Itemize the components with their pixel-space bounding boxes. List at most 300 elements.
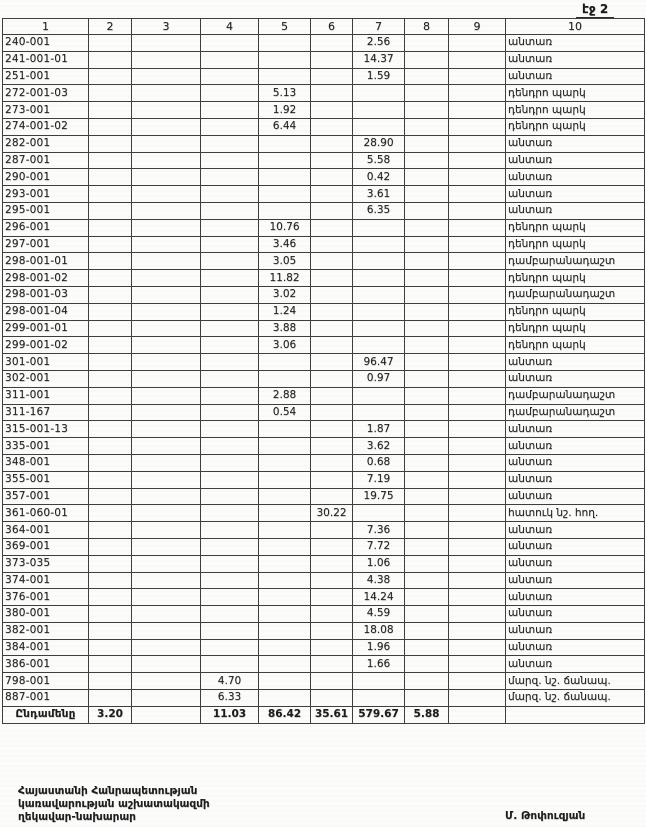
value-cell <box>89 219 132 236</box>
value-cell <box>449 118 506 135</box>
value-cell <box>259 35 311 52</box>
value-cell <box>201 35 259 52</box>
value-cell <box>201 286 259 303</box>
value-cell <box>405 85 449 102</box>
value-cell: 1.06 <box>353 555 405 572</box>
table-row <box>3 421 645 438</box>
value-cell <box>405 35 449 52</box>
value-cell <box>449 35 506 52</box>
value-cell <box>132 202 201 219</box>
table-row <box>3 589 645 606</box>
value-cell <box>353 387 405 404</box>
value-cell <box>311 186 353 203</box>
table-row <box>3 673 645 690</box>
table-row <box>3 51 645 68</box>
value-cell <box>405 186 449 203</box>
value-cell <box>449 656 506 673</box>
value-cell <box>259 572 311 589</box>
value-cell <box>132 51 201 68</box>
value-cell <box>311 202 353 219</box>
table-row <box>3 639 645 656</box>
value-cell <box>449 606 506 623</box>
column-header: 10 <box>506 19 645 35</box>
table-row <box>3 488 645 505</box>
value-cell <box>405 303 449 320</box>
land-type-cell: մարզ. նշ. ճանապ. <box>506 673 645 690</box>
value-cell <box>89 202 132 219</box>
value-cell <box>311 303 353 320</box>
table-row <box>3 236 645 253</box>
value-cell <box>311 354 353 371</box>
value-cell <box>259 538 311 555</box>
value-cell <box>311 236 353 253</box>
value-cell <box>311 438 353 455</box>
parcel-code-cell: 299-001-02 <box>3 337 89 354</box>
value-cell <box>353 286 405 303</box>
value-cell <box>311 572 353 589</box>
value-cell <box>89 622 132 639</box>
value-cell: 1.66 <box>353 656 405 673</box>
value-cell <box>311 253 353 270</box>
value-cell <box>259 606 311 623</box>
value-cell <box>259 505 311 522</box>
value-cell <box>89 522 132 539</box>
value-cell <box>89 102 132 119</box>
value-cell <box>449 102 506 119</box>
value-cell <box>132 253 201 270</box>
value-cell <box>259 152 311 169</box>
value-cell <box>311 270 353 287</box>
value-cell <box>201 102 259 119</box>
value-cell <box>201 152 259 169</box>
value-cell <box>449 538 506 555</box>
value-cell <box>89 639 132 656</box>
land-type-cell: անտառ <box>506 606 645 623</box>
parcel-code-cell: 348-001 <box>3 454 89 471</box>
parcel-code-cell: 361-060-01 <box>3 505 89 522</box>
value-cell <box>132 404 201 421</box>
value-cell: 10.76 <box>259 219 311 236</box>
value-cell <box>201 404 259 421</box>
value-cell <box>132 102 201 119</box>
value-cell <box>405 135 449 152</box>
land-type-cell: անտառ <box>506 488 645 505</box>
value-cell: 6.35 <box>353 202 405 219</box>
value-cell <box>311 51 353 68</box>
value-cell <box>132 421 201 438</box>
value-cell <box>311 35 353 52</box>
value-cell <box>311 68 353 85</box>
table-row <box>3 606 645 623</box>
parcel-code-cell: 355-001 <box>3 471 89 488</box>
value-cell <box>449 639 506 656</box>
value-cell: 2.56 <box>353 35 405 52</box>
totals-value-cell <box>506 706 645 723</box>
table-row <box>3 286 645 303</box>
land-type-cell: անտառ <box>506 421 645 438</box>
value-cell <box>405 589 449 606</box>
value-cell: 1.59 <box>353 68 405 85</box>
land-type-cell: անտառ <box>506 152 645 169</box>
value-cell <box>89 387 132 404</box>
value-cell <box>449 68 506 85</box>
land-type-cell: դամբարանադաշտ <box>506 286 645 303</box>
land-type-cell: դամբարանադաշտ <box>506 253 645 270</box>
value-cell <box>132 270 201 287</box>
parcel-code-cell: 384-001 <box>3 639 89 656</box>
signature-name: Մ. Թոփուզյան <box>505 810 586 822</box>
value-cell: 7.19 <box>353 471 405 488</box>
value-cell <box>259 454 311 471</box>
value-cell: 0.54 <box>259 404 311 421</box>
table-row <box>3 152 645 169</box>
value-cell <box>132 354 201 371</box>
table-row <box>3 622 645 639</box>
value-cell <box>201 421 259 438</box>
value-cell <box>449 303 506 320</box>
value-cell <box>311 286 353 303</box>
parcel-code-cell: 369-001 <box>3 538 89 555</box>
table-row <box>3 35 645 52</box>
value-cell <box>89 572 132 589</box>
value-cell <box>449 135 506 152</box>
table-row <box>3 505 645 522</box>
land-type-cell: դենդրո պարկ <box>506 102 645 119</box>
value-cell <box>405 51 449 68</box>
parcel-code-cell: 241-001-01 <box>3 51 89 68</box>
value-cell <box>89 606 132 623</box>
value-cell <box>449 488 506 505</box>
table-row <box>3 538 645 555</box>
value-cell <box>449 219 506 236</box>
land-type-cell: անտառ <box>506 555 645 572</box>
value-cell <box>201 622 259 639</box>
value-cell <box>132 505 201 522</box>
totals-value-cell: 579.67 <box>353 706 405 723</box>
value-cell <box>405 286 449 303</box>
value-cell <box>201 538 259 555</box>
totals-value-cell: 35.61 <box>311 706 353 723</box>
value-cell: 5.58 <box>353 152 405 169</box>
value-cell: 6.44 <box>259 118 311 135</box>
value-cell <box>132 488 201 505</box>
issuer-line-3: ղեկավար-նախարար <box>18 811 136 823</box>
value-cell <box>89 186 132 203</box>
value-cell <box>311 421 353 438</box>
value-cell: 1.87 <box>353 421 405 438</box>
value-cell <box>311 673 353 690</box>
value-cell <box>89 656 132 673</box>
value-cell: 2.88 <box>259 387 311 404</box>
column-header: 4 <box>201 19 259 35</box>
issuer-line-1: Հայաստանի Հանրապետության <box>18 785 198 797</box>
value-cell <box>405 471 449 488</box>
value-cell <box>311 337 353 354</box>
totals-row <box>3 706 645 723</box>
value-cell <box>132 169 201 186</box>
page-number-label: էջ 2 <box>576 2 614 19</box>
value-cell <box>405 639 449 656</box>
parcel-code-cell: 273-001 <box>3 102 89 119</box>
value-cell <box>405 673 449 690</box>
table-row <box>3 555 645 572</box>
value-cell <box>201 219 259 236</box>
value-cell <box>405 488 449 505</box>
totals-value-cell <box>449 706 506 723</box>
land-type-cell: անտառ <box>506 656 645 673</box>
value-cell <box>132 656 201 673</box>
value-cell <box>311 690 353 707</box>
land-type-cell: դենդրո պարկ <box>506 219 645 236</box>
value-cell <box>311 102 353 119</box>
value-cell <box>405 236 449 253</box>
value-cell <box>449 471 506 488</box>
parcel-code-cell: 282-001 <box>3 135 89 152</box>
value-cell: 4.59 <box>353 606 405 623</box>
land-type-cell: անտառ <box>506 589 645 606</box>
value-cell <box>405 572 449 589</box>
value-cell: 11.82 <box>259 270 311 287</box>
value-cell <box>405 169 449 186</box>
value-cell <box>449 387 506 404</box>
value-cell: 6.33 <box>201 690 259 707</box>
value-cell <box>311 656 353 673</box>
value-cell <box>311 135 353 152</box>
value-cell <box>132 438 201 455</box>
value-cell <box>405 370 449 387</box>
value-cell <box>259 488 311 505</box>
parcel-code-cell: 357-001 <box>3 488 89 505</box>
value-cell <box>311 454 353 471</box>
parcel-code-cell: 373-035 <box>3 555 89 572</box>
value-cell <box>311 589 353 606</box>
value-cell: 3.61 <box>353 186 405 203</box>
value-cell <box>89 404 132 421</box>
value-cell <box>311 370 353 387</box>
value-cell <box>259 690 311 707</box>
value-cell <box>405 219 449 236</box>
value-cell <box>259 51 311 68</box>
land-type-cell: դենդրո պարկ <box>506 270 645 287</box>
parcel-code-cell: 240-001 <box>3 35 89 52</box>
value-cell <box>449 320 506 337</box>
value-cell <box>259 438 311 455</box>
value-cell <box>353 337 405 354</box>
value-cell <box>353 253 405 270</box>
table-row <box>3 270 645 287</box>
value-cell <box>132 622 201 639</box>
value-cell <box>259 370 311 387</box>
value-cell <box>89 673 132 690</box>
value-cell <box>311 320 353 337</box>
value-cell <box>449 85 506 102</box>
value-cell <box>132 337 201 354</box>
table-row <box>3 202 645 219</box>
value-cell <box>201 387 259 404</box>
table-row <box>3 354 645 371</box>
value-cell <box>449 270 506 287</box>
value-cell <box>201 639 259 656</box>
value-cell <box>89 118 132 135</box>
value-cell <box>353 505 405 522</box>
table-row <box>3 135 645 152</box>
value-cell <box>259 421 311 438</box>
parcel-code-cell: 298-001-03 <box>3 286 89 303</box>
value-cell <box>449 673 506 690</box>
value-cell: 14.24 <box>353 589 405 606</box>
value-cell <box>449 286 506 303</box>
land-type-cell: մարզ. նշ. ճանապ. <box>506 690 645 707</box>
value-cell <box>405 337 449 354</box>
column-header: 6 <box>311 19 353 35</box>
value-cell: 7.36 <box>353 522 405 539</box>
value-cell <box>89 51 132 68</box>
parcel-code-cell: 251-001 <box>3 68 89 85</box>
table-row <box>3 102 645 119</box>
column-header: 7 <box>353 19 405 35</box>
value-cell <box>311 555 353 572</box>
value-cell <box>353 85 405 102</box>
value-cell <box>405 404 449 421</box>
value-cell <box>449 522 506 539</box>
value-cell <box>132 118 201 135</box>
value-cell <box>449 202 506 219</box>
land-type-cell: անտառ <box>506 186 645 203</box>
value-cell <box>201 606 259 623</box>
land-type-cell: անտառ <box>506 202 645 219</box>
value-cell <box>259 639 311 656</box>
value-cell <box>405 555 449 572</box>
value-cell <box>89 555 132 572</box>
value-cell: 1.96 <box>353 639 405 656</box>
value-cell: 7.72 <box>353 538 405 555</box>
parcel-code-cell: 287-001 <box>3 152 89 169</box>
value-cell <box>201 320 259 337</box>
value-cell <box>89 421 132 438</box>
value-cell <box>132 538 201 555</box>
table-row <box>3 68 645 85</box>
land-type-cell: հատուկ նշ. հող. <box>506 505 645 522</box>
parcel-code-cell: 386-001 <box>3 656 89 673</box>
column-header: 1 <box>3 19 89 35</box>
land-type-cell: անտառ <box>506 639 645 656</box>
value-cell <box>201 303 259 320</box>
value-cell <box>353 118 405 135</box>
parcel-code-cell: 298-001-02 <box>3 270 89 287</box>
table-row <box>3 454 645 471</box>
value-cell <box>89 286 132 303</box>
land-type-cell: անտառ <box>506 354 645 371</box>
land-type-cell: անտառ <box>506 51 645 68</box>
parcel-code-cell: 298-001-01 <box>3 253 89 270</box>
value-cell <box>201 135 259 152</box>
value-cell <box>201 68 259 85</box>
table-body <box>3 35 645 724</box>
header-row <box>3 19 645 35</box>
value-cell: 3.62 <box>353 438 405 455</box>
value-cell <box>89 488 132 505</box>
parcel-code-cell: 311-001 <box>3 387 89 404</box>
parcel-code-cell: 293-001 <box>3 186 89 203</box>
parcel-code-cell: 380-001 <box>3 606 89 623</box>
value-cell <box>405 387 449 404</box>
value-cell <box>89 370 132 387</box>
parcel-code-cell: 296-001 <box>3 219 89 236</box>
value-cell <box>132 35 201 52</box>
value-cell <box>89 354 132 371</box>
value-cell <box>405 606 449 623</box>
value-cell <box>311 387 353 404</box>
value-cell <box>201 471 259 488</box>
value-cell <box>405 68 449 85</box>
value-cell <box>201 589 259 606</box>
value-cell <box>132 606 201 623</box>
land-type-cell: անտառ <box>506 572 645 589</box>
value-cell <box>89 454 132 471</box>
value-cell <box>132 673 201 690</box>
table-row <box>3 253 645 270</box>
value-cell <box>89 589 132 606</box>
table-row <box>3 404 645 421</box>
value-cell <box>201 454 259 471</box>
column-header: 2 <box>89 19 132 35</box>
value-cell <box>353 236 405 253</box>
land-type-cell: դամբարանադաշտ <box>506 404 645 421</box>
value-cell <box>405 118 449 135</box>
value-cell <box>405 202 449 219</box>
parcel-code-cell: 315-001-13 <box>3 421 89 438</box>
land-type-cell: անտառ <box>506 135 645 152</box>
land-parcel-table <box>2 18 645 724</box>
column-header: 9 <box>449 19 506 35</box>
value-cell <box>259 169 311 186</box>
value-cell <box>201 118 259 135</box>
value-cell <box>259 68 311 85</box>
parcel-code-cell: 272-001-03 <box>3 85 89 102</box>
value-cell <box>449 51 506 68</box>
value-cell <box>311 152 353 169</box>
value-cell <box>449 236 506 253</box>
land-type-cell: անտառ <box>506 522 645 539</box>
value-cell <box>405 421 449 438</box>
value-cell <box>259 471 311 488</box>
value-cell <box>449 454 506 471</box>
value-cell <box>201 270 259 287</box>
totals-value-cell: 3.20 <box>89 706 132 723</box>
value-cell <box>259 354 311 371</box>
value-cell <box>89 438 132 455</box>
land-type-cell: անտառ <box>506 68 645 85</box>
value-cell <box>259 202 311 219</box>
value-cell <box>259 135 311 152</box>
table-row <box>3 219 645 236</box>
value-cell <box>201 370 259 387</box>
value-cell <box>201 253 259 270</box>
value-cell <box>259 589 311 606</box>
value-cell <box>132 454 201 471</box>
value-cell: 0.97 <box>353 370 405 387</box>
value-cell <box>449 152 506 169</box>
value-cell <box>259 186 311 203</box>
value-cell <box>89 85 132 102</box>
totals-value-cell: 11.03 <box>201 706 259 723</box>
land-type-cell: դամբարանադաշտ <box>506 387 645 404</box>
issuer-block <box>18 785 210 824</box>
value-cell <box>405 522 449 539</box>
value-cell <box>89 35 132 52</box>
value-cell <box>405 505 449 522</box>
value-cell <box>405 152 449 169</box>
